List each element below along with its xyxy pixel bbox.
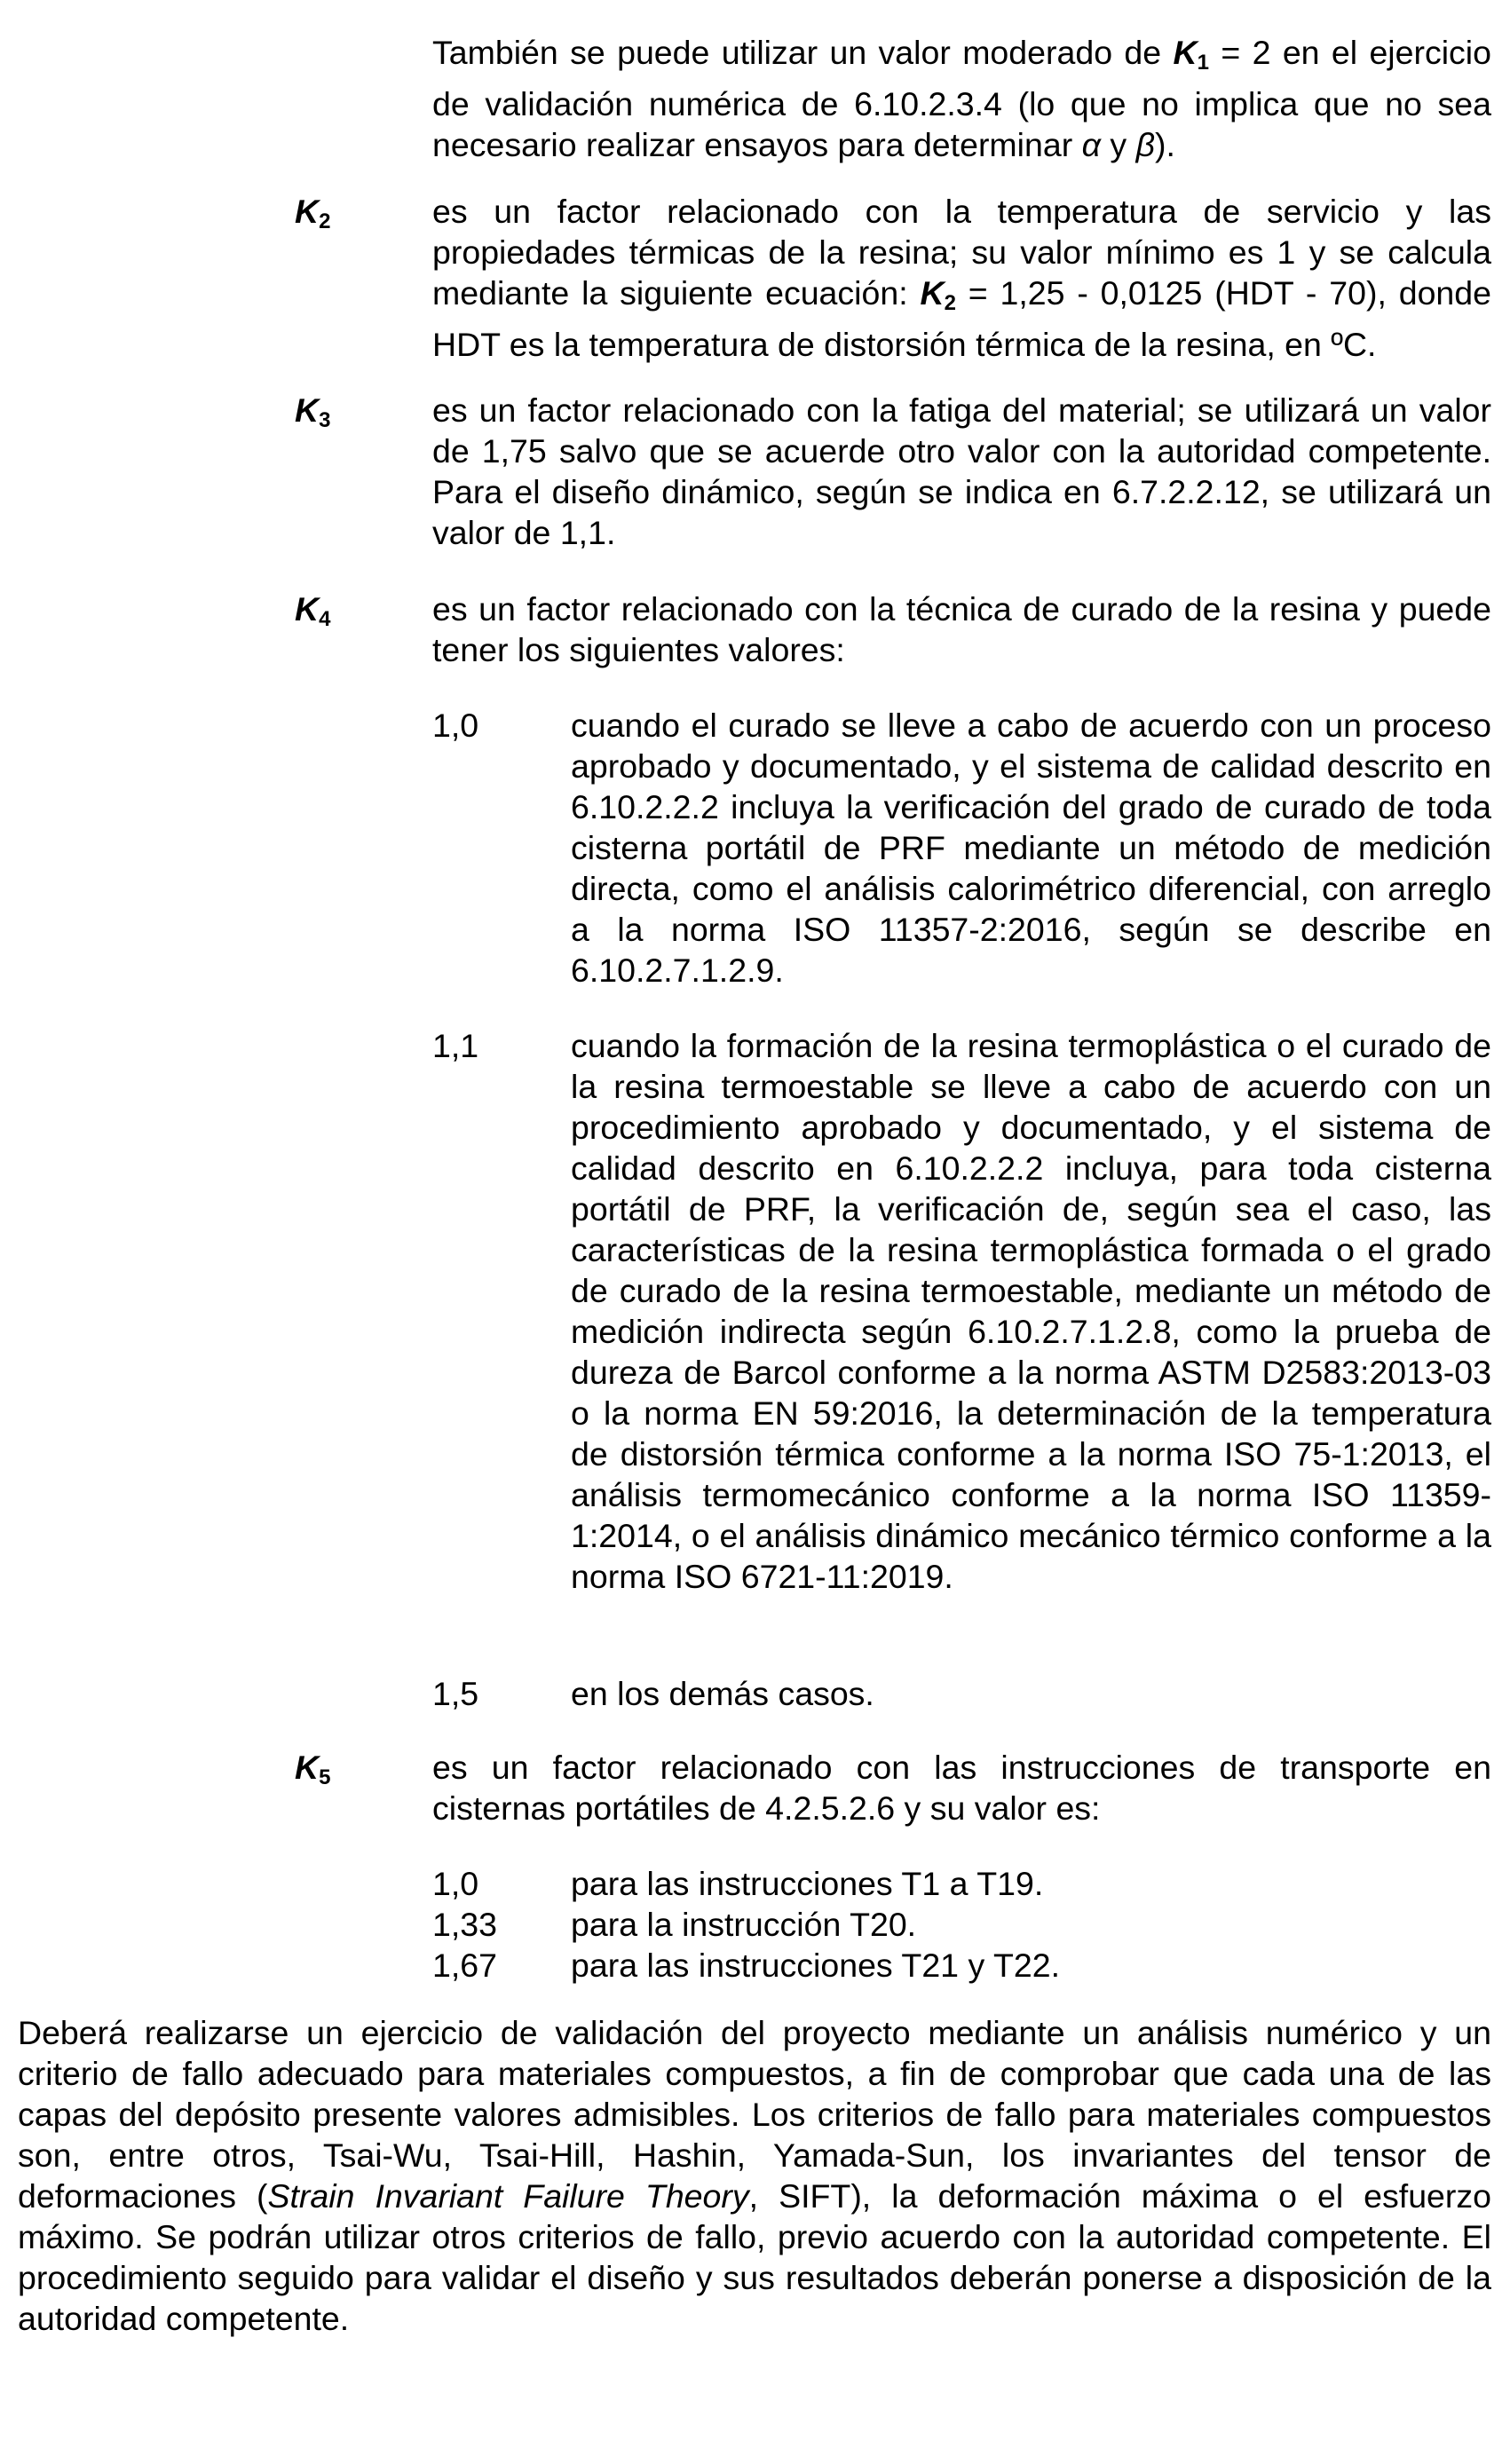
k2-term: $K_2$ xyxy=(295,193,331,233)
k5-option-value: 1,0 xyxy=(432,1865,479,1902)
k5-definition: es un factor relacionado con las instrucciones de transporte en cisternas portátiles de 4.2.5.2.6 y su valor es: xyxy=(432,1749,1491,1827)
k2-definition: es un factor relacionado con la temperatura de servicio y las propiedades térmicas de la resina; su valor mínimo es 1 y se calcula mediante la siguiente ecuación: $K_2 = 1,25 - 0,0125$ (HDT - 70), donde HDT es la temperatura de distorsión térmica de la resina, en ºC. xyxy=(432,193,1491,363)
alpha-symbol: α xyxy=(1081,126,1102,163)
k4-option-text: en los demás casos. xyxy=(571,1675,874,1712)
k4-option-value: 1,5 xyxy=(432,1675,479,1712)
k1-symbol: $K_1$ xyxy=(1173,34,1209,75)
k3-term: $K_3$ xyxy=(295,391,331,432)
k1-continuation-paragraph: También se puede utilizar un valor moderado de $K_1 = 2$ en el ejercicio de validación numérica de 6.10.2.3.4 (lo que no implica que no sea necesario realizar ensayos para determinar α y β). xyxy=(432,34,1491,163)
k4-option-value: 1,0 xyxy=(432,707,479,744)
k4-definition: es un factor relacionado con la técnica de curado de la resina y puede tener los siguientes valores: xyxy=(432,590,1491,668)
intro-text-2: = 2 en el ejercicio de validación numérica de 6.10.2.3.4 (lo que no implica que no sea necesario realizar ensayos para determinar xyxy=(432,34,1491,163)
k5-option-text: para las instrucciones T1 a T19. xyxy=(571,1865,1044,1902)
k5-option-value: 1,67 xyxy=(432,1947,497,1984)
k4-option-text: cuando la formación de la resina termoplástica o el curado de la resina termoestable se lleve a cabo de acuerdo con un procedimiento aprobado y documentado, y el sistema de calidad descrito en 6.10.2.2.2 incluya, para toda cisterna portátil de PRF, la verificación de, según sea el caso, las características de la resina termoplástica formada o el grado de curado de la resina termoestable, mediante un método de medición indirecta según 6.10.2.7.1.2.8, como la prueba de dureza de Barcol conforme a la norma ASTM D2583:2013-03 o la norma EN 59:2016, la determinación de la temperatura de distorsión térmica conforme a la norma ISO 75-1:2013, el análisis termomecánico conforme a la norma ISO 11359-1:2014, o el análisis dinámico mecánico térmico conforme a la norma ISO 6721-11:2019. xyxy=(571,1027,1491,1595)
k5-option-value: 1,33 xyxy=(432,1906,497,1943)
intro-text: También se puede utilizar un valor moderado de xyxy=(432,34,1174,71)
sift-italic-term: Strain Invariant Failure Theory xyxy=(267,2177,749,2215)
k4-option-value: 1,1 xyxy=(432,1027,479,1064)
k5-option-text: para las instrucciones T21 y T22. xyxy=(571,1947,1060,1984)
beta-symbol: β xyxy=(1135,126,1156,163)
k4-term: $K_4$ xyxy=(295,590,331,631)
k3-definition: es un factor relacionado con la fatiga del material; se utilizará un valor de 1,75 salvo que se acuerde otro valor con la autoridad competente. Para el diseño dinámico, según se indica en 6.7.2.2.12, se utilizará un valor de 1,1. xyxy=(432,391,1491,551)
k5-term: $K_5$ xyxy=(295,1749,331,1789)
k2-equation-symbol: $K_2$ xyxy=(920,274,956,315)
validation-paragraph: Deberá realizarse un ejercicio de validación del proyecto mediante un análisis numérico y un criterio de fallo adecuado para materiales compuestos, a fin de comprobar que cada una de las capas del depósito presente valores admisibles. Los criterios de fallo para materiales compuestos son, entre otros, Tsai-Wu, Tsai-Hill, Hashin, Yamada-Sun, los invariantes del tensor de deformaciones (Strain Invariant Failure Theory, SIFT), la deformación máxima o el esfuerzo máximo. Se podrán utilizar otros criterios de fallo, previo acuerdo con la autoridad competente. El procedimiento seguido para validar el diseño y sus resultados deberán ponerse a disposición de la autoridad competente. xyxy=(18,2014,1491,2337)
k5-option-text: para la instrucción T20. xyxy=(571,1906,917,1943)
k4-option-text: cuando el curado se lleve a cabo de acuerdo con un proceso aprobado y documentado, y el sistema de calidad descrito en 6.10.2.2.2 incluya la verificación del grado de curado de toda cisterna portátil de PRF mediante un método de medición directa, como el análisis calorimétrico diferencial, con arreglo a la norma ISO 11357-2:2016, según se describe en 6.10.2.7.1.2.9. xyxy=(571,707,1491,989)
